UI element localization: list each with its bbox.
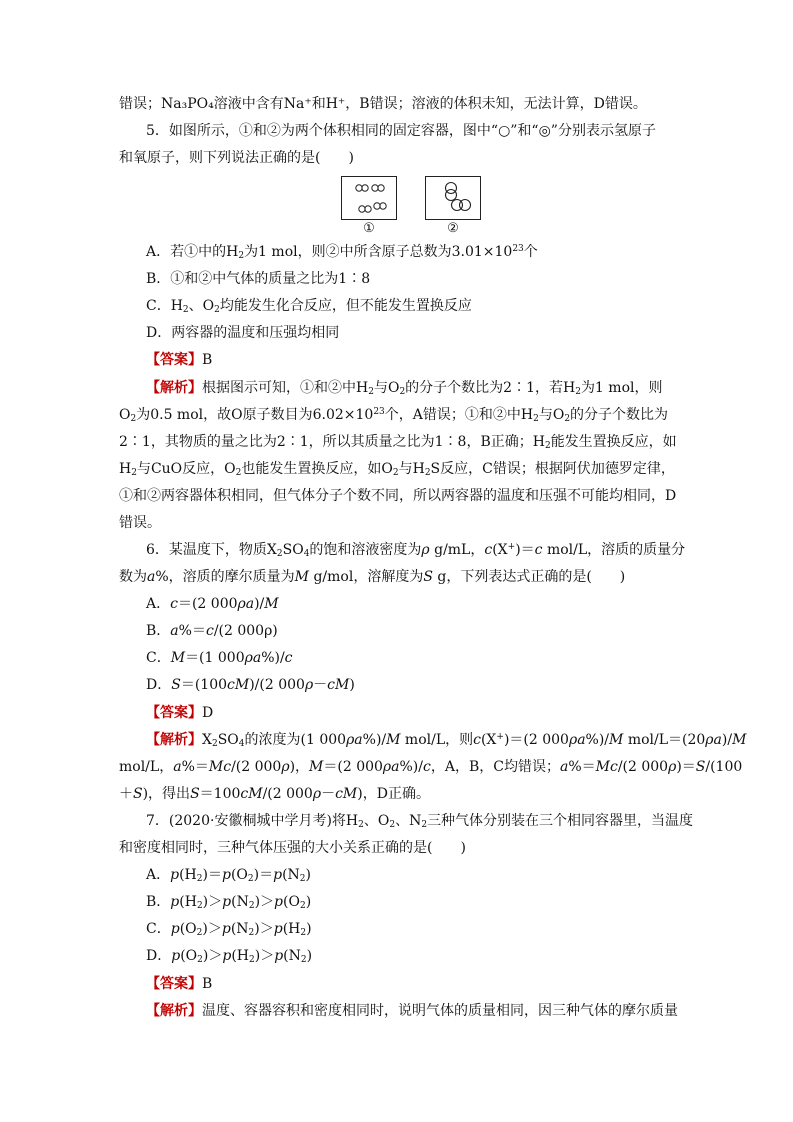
question-7-stem-line-1: 7．(2020·安徽桐城中学月考)将$H_2$、$O_2$、$N_2$三种气体分别装在三个相同容器里，当温度 xyxy=(146,813,694,830)
explanation-tag: 【解析】 xyxy=(146,732,202,748)
question-7-explanation-line-1 xyxy=(146,1001,678,1021)
question-6-option-a: A．c＝(2 000ρa)/M xyxy=(146,596,279,612)
question-6-explanation-line-1: 【解析】$X_2SO_4$的浓度为(1 000ρa%)/M mol/L，则c(X+)＝(2 000ρa%)/M mol/L＝(20ρa)/M xyxy=(146,732,747,749)
question-6-answer xyxy=(146,703,213,723)
question-7-answer xyxy=(146,974,212,994)
question-5-explanation-line-2: $O_2$为0.5 mol，故O原子数目为$6.02\times 10^{23}$个，A错误；①和②中$H_2$与$O_2$的分子个数比为 xyxy=(119,407,669,424)
question-5-explanation-line-4: $H_2$与CuO反应，$O_2$也能发生置换反应，如$O_2$与$H_2S$反应，C错误；根据阿伏加德罗定律， xyxy=(119,461,675,478)
container-2 xyxy=(425,176,481,220)
question-5-option-c: C．$H_2$、$O_2$均能发生化合反应，但不能发生置换反应 xyxy=(146,298,472,315)
answer-tag: 【答案】 xyxy=(146,705,202,721)
container-2-label: ② xyxy=(447,221,459,236)
answer-value: B xyxy=(202,976,213,992)
question-5-option-d: D．两容器的温度和压强均相同 xyxy=(146,325,340,341)
explanation-tag: 【解析】 xyxy=(146,1003,202,1019)
question-7-option-a: A．$p(H_2)=p(O_2)=p(N_2)$ xyxy=(146,867,311,884)
container-1-label: ① xyxy=(363,221,375,236)
question-5-explanation-line-6: 错误。 xyxy=(119,515,161,531)
question-7-option-c: C．$p(O_2)>p(N_2)>p(H_2)$ xyxy=(146,921,312,938)
question-6-explanation-line-3: ＋S)，得出S＝100cM/(2 000ρ－cM)，D正确。 xyxy=(119,786,430,802)
question-6-stem-line-2: 数为a%，溶质的摩尔质量为M g/mol，溶解度为S g，下列表达式正确的是( ) xyxy=(119,569,626,585)
question-5-explanation-line-3: 2∶1，其物质的量之比为2∶1，所以其质量之比为1∶8，B正确；$H_2$能发生置换反应，如 xyxy=(119,434,677,451)
question-5-stem-line-2: 和氧原子，则下列说法正确的是( ) xyxy=(119,150,354,166)
question-5-explanation-line-1: 【解析】根据图示可知，①和②中$H_2$与$O_2$的分子个数比为2∶1，若$H_2$为1 mol，则 xyxy=(146,380,663,397)
question-7-stem-line-2: 和密度相同时，三种气体压强的大小关系正确的是( ) xyxy=(119,840,466,856)
question-5-answer xyxy=(146,350,212,370)
answer-tag: 【答案】 xyxy=(146,352,202,368)
question-7-option-b: B．$p(H_2)>p(N_2)>p(O_2)$ xyxy=(146,894,312,911)
explanation-text: 温度、容器容积和密度相同时，说明气体的质量相同，因三种气体的摩尔质量 xyxy=(202,1003,678,1019)
question-6-option-b: B．a%＝c/(2 000ρ) xyxy=(146,623,278,639)
question-5-option-a: A．若①中的$H_2$为1 mol，则②中所含原子总数为$3.01\times 10^{23}$个 xyxy=(146,244,538,261)
hydrogen-molecules-diagram xyxy=(342,177,396,219)
question-5-option-b: B．①和②中气体的质量之比为1∶8 xyxy=(146,271,371,287)
question-6-option-d: D．S＝(100cM)/(2 000ρ－cM) xyxy=(146,677,355,693)
question-6-option-c: C．M＝(1 000ρa%)/c xyxy=(146,650,293,666)
question-7-option-d: D．$p(O_2)>p(H_2)>p(N_2)$ xyxy=(146,948,313,965)
question-5-explanation-line-5: ①和②两容器体积相同，但气体分子个数不同，所以两容器的温度和压强不可能均相同，D xyxy=(119,488,677,504)
question-5-stem-line-1: 5．如图所示，①和②为两个体积相同的固定容器，图中“○”和“◎”分别表示氢原子 xyxy=(146,123,656,139)
question-6-stem-line-1: 6．某温度下，物质$X_2SO_4$的饱和溶液密度为ρ g/mL，c(X+)＝c mol/L，溶质的质量分 xyxy=(146,542,686,559)
container-diagram xyxy=(341,176,481,236)
oxygen-molecules-diagram xyxy=(426,177,480,219)
paragraph-previous-explanation-end: 错误；Na₃PO₄溶液中含有Na⁺和H⁺，B错误；溶液的体积未知，无法计算，D错误。 xyxy=(119,96,647,112)
answer-tag: 【答案】 xyxy=(146,976,202,992)
explanation-tag: 【解析】 xyxy=(146,380,202,396)
answer-value: B xyxy=(202,352,213,368)
container-1 xyxy=(341,176,397,220)
answer-value: D xyxy=(202,705,214,721)
question-6-explanation-line-2: mol/L，a%＝Mc/(2 000ρ)，M＝(2 000ρa%)/c，A，B，C均错误；a%＝Mc/(2 000ρ)＝S/(100 xyxy=(119,759,743,775)
